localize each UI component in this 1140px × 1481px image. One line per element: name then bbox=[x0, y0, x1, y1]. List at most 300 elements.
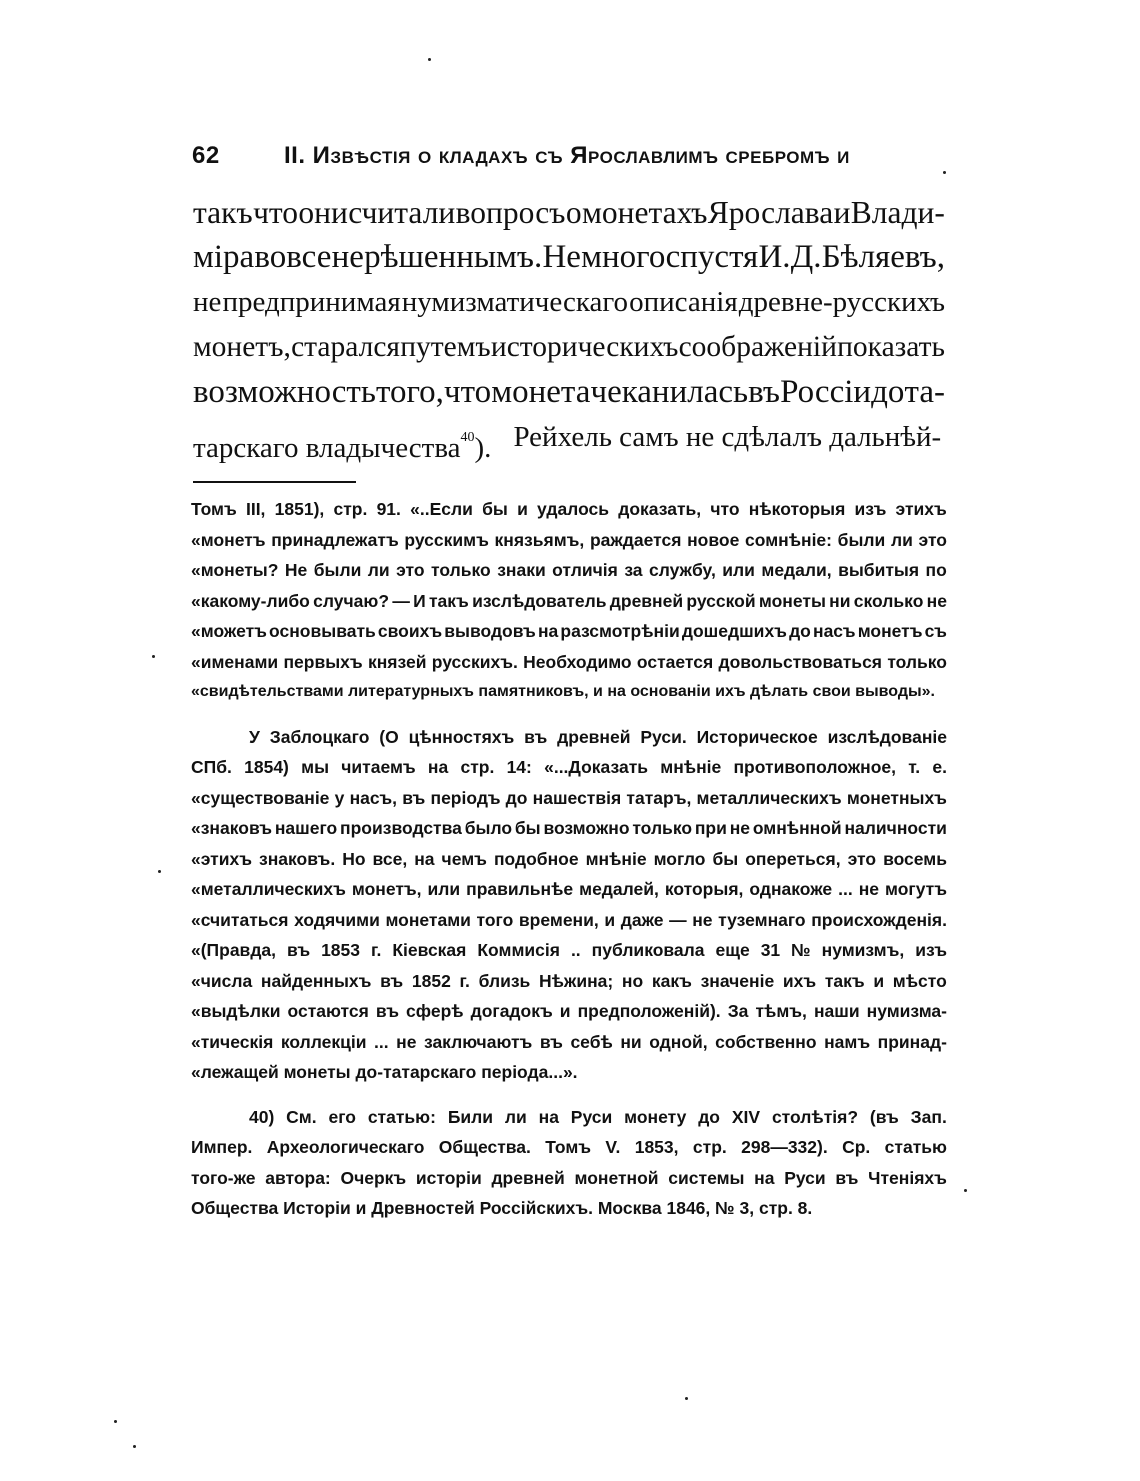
footnote-word: Руси bbox=[784, 1167, 826, 1188]
footnote-word: татаръ, bbox=[626, 787, 692, 808]
footnote-word: князьямъ, bbox=[494, 529, 585, 550]
footnote-word: 31 bbox=[760, 940, 781, 960]
footnote-word: одной, bbox=[649, 1031, 708, 1052]
footnote-word: «этихъ bbox=[191, 848, 252, 869]
footnote-word: наши bbox=[813, 1001, 860, 1021]
body-word: такъ bbox=[193, 195, 253, 230]
footnote-word: періодъ bbox=[430, 787, 501, 808]
footnote-word: не bbox=[858, 879, 880, 899]
body-word: монетахъ bbox=[581, 195, 708, 230]
footnote-word: выводовъ bbox=[444, 621, 536, 641]
footnote-word: значеніе bbox=[700, 970, 775, 991]
body-word: соображеній bbox=[678, 331, 837, 363]
footnote-word: стр. bbox=[692, 1137, 727, 1157]
footnote-word: до bbox=[698, 1106, 721, 1127]
footnote-word: производства bbox=[340, 818, 462, 838]
footnote-line bbox=[191, 1132, 947, 1163]
footnote-word: первыхъ bbox=[283, 651, 363, 672]
body-word: Ярослава bbox=[707, 195, 834, 230]
footnote-word: остаются bbox=[287, 1001, 369, 1021]
footnote-word: отличія bbox=[552, 560, 618, 580]
footnote-word: заключаютъ bbox=[423, 1031, 533, 1052]
footnote-word: стр. bbox=[460, 757, 495, 777]
footnote-word: но bbox=[621, 970, 644, 991]
footnote-word: 298—332). bbox=[741, 1137, 828, 1157]
footnote-word: на bbox=[414, 848, 435, 869]
footnote-word: это bbox=[396, 560, 425, 580]
body-word: они bbox=[298, 195, 348, 230]
footnote-word: № bbox=[791, 940, 811, 960]
footnote-word: 91. bbox=[376, 499, 401, 519]
body-word: Россіи bbox=[780, 374, 872, 410]
footnote-word: монетныхъ bbox=[846, 787, 947, 808]
footnote-word: выбитыя bbox=[838, 560, 920, 580]
footnote-word: древней bbox=[557, 726, 631, 747]
footnote-word: насъ bbox=[813, 621, 856, 641]
footnote-word: мнѣніе bbox=[585, 848, 647, 869]
footnote-word: сколько bbox=[853, 590, 924, 611]
body-text bbox=[193, 190, 945, 464]
footnote-word: «какому-либо bbox=[191, 590, 310, 611]
body-word: считали bbox=[348, 195, 456, 230]
body-line-segment: тарскаго владычества$^{40}$). bbox=[193, 430, 492, 464]
footnote-line bbox=[191, 813, 947, 844]
footnote-line bbox=[191, 586, 947, 617]
footnote-line bbox=[191, 1193, 947, 1224]
body-word: нумизматическаго bbox=[401, 286, 629, 318]
footnote-word: такъ bbox=[824, 970, 865, 991]
footnote-word: Били bbox=[447, 1106, 494, 1127]
footnote-line bbox=[191, 616, 947, 647]
body-word: міра bbox=[193, 239, 255, 275]
footnote-word: Необходимо bbox=[523, 651, 632, 672]
footnote-word: читаемъ bbox=[341, 757, 416, 777]
body-word: Д. bbox=[790, 239, 822, 275]
body-word: Не bbox=[542, 239, 581, 275]
footnote-line bbox=[191, 966, 947, 997]
footnote-word: могло bbox=[653, 848, 706, 869]
footnote-word: Не bbox=[284, 560, 308, 580]
footnote-word: по bbox=[925, 560, 947, 580]
footnote-word: на bbox=[754, 1167, 775, 1188]
footnote-word: какъ bbox=[651, 970, 692, 991]
footnote-word: Руси bbox=[570, 1106, 613, 1127]
footnote-word: его bbox=[328, 1106, 356, 1127]
footnote-line bbox=[191, 1163, 947, 1194]
footnote-line bbox=[191, 677, 947, 708]
footnote-word: основывать bbox=[269, 621, 376, 641]
footnote-line bbox=[191, 935, 947, 966]
footnote-word: изслѣдованіе bbox=[827, 726, 947, 747]
footnote-word: Археологическаго bbox=[266, 1137, 425, 1157]
footnote-word: «можетъ bbox=[191, 621, 267, 641]
footnote-word: исторіи bbox=[415, 1167, 482, 1188]
page-number: 62 bbox=[192, 142, 220, 169]
body-line bbox=[193, 280, 945, 325]
footnote-word: монетами bbox=[385, 909, 471, 930]
footnote-word: (въ bbox=[869, 1106, 899, 1127]
footnote-word: Нѣжина; bbox=[539, 970, 614, 991]
footnote-word: «...Доказать bbox=[544, 757, 649, 777]
body-word: древне-русскихъ bbox=[738, 286, 945, 318]
footnote-word: ... bbox=[374, 1031, 389, 1052]
footnote-word: опереться, bbox=[745, 848, 841, 869]
footnote-word: насъ, bbox=[349, 787, 397, 808]
body-line-segment: Рейхель самъ не сдѣлалъ дальнѣй- bbox=[513, 421, 942, 453]
footnote-word: древней bbox=[609, 590, 684, 611]
footnote-word: тѣмъ, bbox=[755, 1001, 807, 1021]
footnote-word: е. bbox=[932, 757, 947, 777]
footnote-word: статью bbox=[884, 1137, 947, 1157]
footnote-word: «монетъ bbox=[191, 529, 266, 550]
footnote-word: это bbox=[847, 848, 877, 869]
footnote-word: въ bbox=[375, 1001, 399, 1021]
footnote-word: было bbox=[464, 818, 513, 838]
footnote-line bbox=[191, 494, 947, 525]
footnote-word: Кіевская bbox=[392, 940, 467, 960]
footnote-word: до bbox=[789, 621, 811, 641]
footnote-word: ли bbox=[890, 529, 913, 550]
body-word: вопросъ bbox=[455, 195, 566, 230]
footnote-text: «лежащей монеты до-татарскаго періода...». bbox=[191, 1062, 578, 1082]
footnote-word: 1853, bbox=[634, 1137, 679, 1157]
body-word: описанія bbox=[629, 286, 738, 318]
footnote-word: «..Если bbox=[410, 499, 473, 519]
footnote-word: дошедшихъ bbox=[681, 621, 787, 641]
body-word: много bbox=[581, 239, 666, 275]
footnote-word: изъ bbox=[854, 499, 887, 519]
footnote-word: Историческое bbox=[696, 726, 818, 747]
footnote-word: не bbox=[396, 1031, 417, 1052]
scan-speck bbox=[428, 58, 431, 61]
body-word: показать bbox=[837, 331, 945, 363]
footnote-word: медали, bbox=[761, 560, 832, 580]
footnote-word: довольствоваться bbox=[718, 651, 883, 672]
footnote-word: себѣ bbox=[570, 1031, 613, 1052]
footnote-word: все, bbox=[372, 848, 408, 869]
body-word: предпринимая bbox=[222, 286, 401, 318]
footnote-word: принад- bbox=[877, 1031, 947, 1052]
footnote-word: и bbox=[517, 499, 528, 519]
footnote-word: статью: bbox=[367, 1106, 436, 1127]
footnote-word: найденныхъ bbox=[260, 970, 372, 991]
footnote-word: на bbox=[427, 757, 449, 777]
footnote-word: бы bbox=[712, 848, 739, 869]
body-word: И. bbox=[758, 239, 791, 275]
body-word: монета bbox=[491, 374, 591, 410]
footnote-word: системы bbox=[668, 1167, 745, 1188]
footnote-word: удалось bbox=[537, 499, 610, 519]
footnote-word: древней bbox=[491, 1167, 565, 1188]
footnote-word: въ bbox=[287, 940, 311, 960]
footnote-word: нумизма- bbox=[866, 1001, 947, 1021]
footnote-word: 1853 bbox=[321, 940, 360, 960]
footnote-word: сферѣ bbox=[406, 1001, 464, 1021]
footnote-word: предположеній). bbox=[577, 1001, 721, 1021]
footnote-text: Общества Исторіи и Древностей Россійскихъ. Москва 1846, № 3, стр. 8. bbox=[191, 1198, 813, 1218]
footnote-word: ни bbox=[620, 1031, 642, 1052]
footnote-word: (О bbox=[379, 726, 399, 747]
footnote-word: изслѣдователь bbox=[472, 590, 607, 611]
footnote-word: знаковъ. bbox=[259, 848, 336, 869]
footnote-word: бы bbox=[482, 499, 508, 519]
footnote-word: «металлическихъ bbox=[191, 879, 346, 899]
footnote-word: въ bbox=[835, 1167, 859, 1188]
body-word: вовсе bbox=[254, 239, 332, 275]
body-word: не bbox=[193, 286, 222, 318]
scan-speck bbox=[685, 1397, 688, 1400]
body-line bbox=[193, 325, 945, 370]
footnote-line bbox=[191, 783, 947, 814]
scan-speck bbox=[943, 171, 946, 174]
footnote-word: .. bbox=[570, 940, 581, 960]
footnote-word: 1851), bbox=[274, 499, 325, 519]
footnote-line bbox=[191, 555, 947, 586]
scan-speck bbox=[158, 870, 161, 873]
footnote-word: при bbox=[694, 818, 727, 838]
footnote-word: стр. bbox=[333, 499, 368, 519]
body-word: рѣшеннымъ. bbox=[364, 239, 543, 275]
body-word: чеканилась bbox=[590, 374, 749, 410]
footnote-word: «знаковъ bbox=[191, 818, 273, 838]
body-word: въ bbox=[748, 374, 780, 410]
footnote-word: русскихъ. bbox=[431, 651, 518, 672]
footnote-line bbox=[191, 722, 947, 753]
footnote-continuation bbox=[191, 494, 947, 708]
body-word: та- bbox=[904, 374, 945, 410]
body-word: о bbox=[565, 195, 582, 230]
footnote-word: мѣсто bbox=[892, 970, 947, 991]
footnote-word: даже bbox=[620, 909, 664, 930]
footnote-word: III, bbox=[245, 499, 266, 519]
footnote-word: русскимъ bbox=[404, 529, 489, 550]
footnote-word: или bbox=[427, 879, 461, 899]
footnote-word: или bbox=[722, 560, 755, 580]
body-word: спустя bbox=[665, 239, 759, 275]
body-word: путемъ bbox=[400, 331, 491, 363]
footnote-word: того bbox=[476, 909, 514, 930]
footnote-word: что bbox=[710, 499, 740, 519]
footnote-word: СПб. bbox=[191, 757, 232, 777]
footnote-word: были bbox=[837, 529, 886, 550]
footnote-ref: 40 bbox=[460, 430, 475, 445]
footnote-word: мнѣніе bbox=[660, 757, 722, 777]
footnote-word: т. bbox=[908, 757, 921, 777]
body-word: монетъ, bbox=[193, 331, 291, 363]
footnote-word: наличности bbox=[844, 818, 947, 838]
footnote-line bbox=[191, 1057, 947, 1088]
running-title: II. Извѣстія о кладахъ съ Ярославлимъ сребромъ и bbox=[284, 142, 850, 169]
footnote-word: чемъ bbox=[441, 848, 487, 869]
footnote-word: случаю? bbox=[313, 590, 390, 611]
footnote-word: за bbox=[624, 560, 643, 580]
footnote-word: и bbox=[604, 909, 616, 930]
body-word: того, bbox=[375, 374, 444, 410]
footnote-word: цѣнностяхъ bbox=[408, 726, 515, 747]
footnote-word: только bbox=[887, 651, 947, 672]
footnote-word: своихъ bbox=[377, 621, 443, 641]
footnote-word: Руси. bbox=[640, 726, 687, 747]
footnote-word: металлическихъ bbox=[696, 787, 842, 808]
footnote-word: — bbox=[669, 909, 687, 930]
footnote-word: Ср. bbox=[842, 1137, 871, 1157]
footnote-word: ли bbox=[367, 560, 390, 580]
footnote-word: «монеты? bbox=[191, 560, 279, 580]
footnote-word: 1852 bbox=[411, 970, 451, 991]
footnote-word: ихъ bbox=[782, 970, 817, 991]
footnotes bbox=[191, 494, 947, 1224]
footnote-word: догадокъ bbox=[470, 1001, 553, 1021]
footnote-word: Общества. bbox=[438, 1137, 531, 1157]
footnote-word: этихъ bbox=[895, 499, 947, 519]
footnote-word: возможно bbox=[543, 818, 630, 838]
footnote-word: раждается bbox=[589, 529, 682, 550]
body-word: Бѣляевъ, bbox=[821, 239, 945, 275]
body-word: до bbox=[871, 374, 905, 410]
footnote-word: г. bbox=[459, 970, 470, 991]
footnote-word: это bbox=[918, 529, 947, 550]
footnote-word: времени, bbox=[518, 909, 599, 930]
footnote-word: бы bbox=[514, 818, 541, 838]
footnote-word: Томъ bbox=[191, 499, 237, 519]
footnote-word: нашего bbox=[274, 818, 338, 838]
footnote-word: разсмотрѣніи bbox=[560, 621, 680, 641]
footnote-word: «считаться bbox=[191, 909, 289, 930]
footnote-word: которыя, bbox=[664, 879, 744, 899]
footnote-word: доказать, bbox=[618, 499, 702, 519]
footnote-word: близь bbox=[478, 970, 531, 991]
body-word: что bbox=[444, 374, 492, 410]
footnote-word: 1854) bbox=[244, 757, 289, 777]
footnote-word: не bbox=[692, 909, 713, 930]
footnote-word: были bbox=[313, 560, 362, 580]
footnote-word: Заблоцкаго bbox=[269, 726, 370, 747]
footnote-word: монетъ, bbox=[351, 879, 422, 899]
footnote-line bbox=[191, 752, 947, 783]
footnote-word: Очеркъ bbox=[340, 1167, 407, 1188]
footnote-word: — bbox=[392, 590, 410, 611]
body-line bbox=[193, 190, 945, 235]
footnote-word: медалей, bbox=[579, 879, 659, 899]
body-word: и bbox=[833, 195, 851, 230]
footnote-word: у bbox=[334, 787, 345, 808]
body-word: что bbox=[253, 195, 299, 230]
footnote-word: остается bbox=[636, 651, 714, 672]
footnote-word: еще bbox=[715, 940, 750, 960]
footnote-40 bbox=[191, 1102, 947, 1224]
footnote-word: только bbox=[431, 560, 491, 580]
footnote-word: однакоже bbox=[749, 879, 833, 899]
footnote-word: «(Правда, bbox=[191, 940, 277, 960]
body-line bbox=[193, 235, 945, 280]
footnote-word: монетъ bbox=[857, 621, 923, 641]
footnote-word: XIV bbox=[731, 1106, 761, 1127]
footnote-word: V. bbox=[605, 1137, 621, 1157]
footnote-word: могутъ bbox=[885, 879, 947, 899]
footnote-word: восемь bbox=[883, 848, 947, 869]
footnote-word: съ bbox=[924, 621, 947, 641]
footnote-line bbox=[191, 647, 947, 678]
footnote-word: туземнаго bbox=[718, 909, 806, 930]
footnote-word: сомнѣніе: bbox=[745, 529, 832, 550]
body-line bbox=[193, 370, 945, 415]
footnote-word: въ bbox=[402, 787, 426, 808]
footnote-line bbox=[191, 1102, 947, 1133]
footnote-word: Томъ bbox=[545, 1137, 592, 1157]
footnote-word: противоположное, bbox=[733, 757, 896, 777]
footnote-word: принадлежатъ bbox=[271, 529, 399, 550]
scan-speck bbox=[133, 1445, 136, 1448]
footnote-word: мы bbox=[301, 757, 330, 777]
footnote-word: См. bbox=[286, 1106, 317, 1127]
footnote-line bbox=[191, 874, 947, 905]
footnote-word: нумизмъ, bbox=[821, 940, 905, 960]
footnote-word: «тическія bbox=[191, 1031, 274, 1052]
footnote-word: русской bbox=[686, 590, 756, 611]
footnote-word: знаки bbox=[497, 560, 546, 580]
footnote-word: автора: bbox=[265, 1167, 331, 1188]
footnote-word: 40) bbox=[249, 1106, 275, 1127]
footnote-word: ли bbox=[504, 1106, 527, 1127]
footnote-word: «выдѣлки bbox=[191, 1001, 281, 1021]
footnote-word: изъ bbox=[915, 940, 947, 960]
body-line bbox=[193, 415, 945, 464]
footnote-line bbox=[191, 905, 947, 936]
body-word: возможность bbox=[193, 374, 376, 410]
footnote-word: г. bbox=[370, 940, 382, 960]
footnote-word: коллекціи bbox=[280, 1031, 367, 1052]
footnote-word: У bbox=[249, 726, 260, 747]
footnote-separator bbox=[193, 481, 356, 483]
footnote-word: такъ bbox=[428, 590, 469, 611]
scan-speck bbox=[964, 1189, 967, 1192]
footnote-word: службу, bbox=[648, 560, 716, 580]
footnote-word: подобное bbox=[493, 848, 579, 869]
footnote-word: того-же bbox=[191, 1167, 256, 1188]
footnote-word: князей bbox=[367, 651, 427, 672]
footnote-word: столѣтія? bbox=[771, 1106, 859, 1127]
footnote-word: «существованіе bbox=[191, 787, 330, 808]
footnote-line bbox=[191, 844, 947, 875]
scan-speck bbox=[114, 1420, 117, 1423]
scan-speck bbox=[152, 655, 155, 658]
body-word: старался bbox=[291, 331, 400, 363]
footnote-word: монетной bbox=[574, 1167, 659, 1188]
footnote-word: нѣкоторыя bbox=[748, 499, 846, 519]
page-header bbox=[192, 142, 952, 170]
footnote-word: Но bbox=[342, 848, 366, 869]
footnote-word: ни bbox=[829, 590, 851, 611]
body-word: историческихъ bbox=[490, 331, 679, 363]
body-word: не bbox=[331, 239, 364, 275]
footnote-word: въ bbox=[539, 1031, 563, 1052]
footnote-word: Чтеніяхъ bbox=[868, 1167, 947, 1188]
footnote-word: Коммисія bbox=[477, 940, 560, 960]
footnote-word: въ bbox=[380, 970, 404, 991]
footnote-word: 14: bbox=[506, 757, 532, 777]
footnote-word: «именами bbox=[191, 651, 279, 672]
footnote-word: въ bbox=[524, 726, 548, 747]
body-word: Влади- bbox=[850, 195, 945, 230]
footnote-word: до bbox=[505, 787, 528, 808]
footnote-word: Зап. bbox=[910, 1106, 947, 1127]
footnote-word: монеты bbox=[758, 590, 826, 611]
footnote-word: «числа bbox=[191, 970, 253, 991]
footnote-word: публиковала bbox=[591, 940, 705, 960]
footnote-word: омнѣнной bbox=[752, 818, 842, 838]
footnote-word: намъ bbox=[824, 1031, 871, 1052]
footnote-word: происхожденія. bbox=[811, 909, 947, 930]
